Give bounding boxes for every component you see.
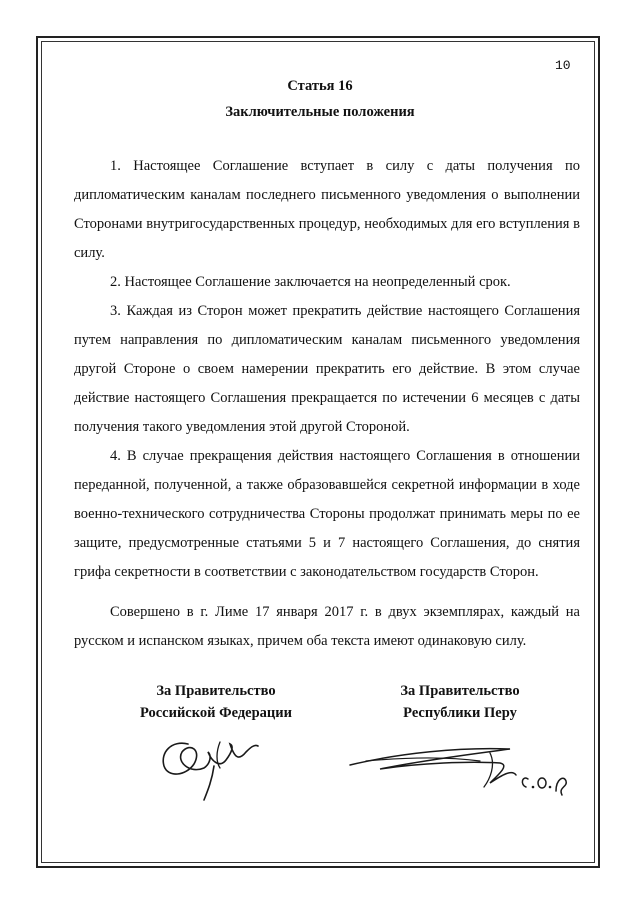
signature-peru [340, 735, 570, 805]
signatory-peru-line2: Республики Перу [403, 705, 517, 721]
signatory-russia [96, 680, 336, 724]
paragraph-4: 4. В случае прекращения действия настоящего Соглашения в отношении переданной, полученной, а также образовавшейся секретной информации в ходе военно-технического сотрудничества Стороны продолжат принимать меры по ее защите, предусмотренные статьями 5 и 7 настоящего Соглашения, до снятия грифа секретности в соответствии с законодательством государств Сторон. [74, 448, 580, 580]
paragraph-1: 1. Настоящее Соглашение вступает в силу с даты получения по дипломатическим каналам последнего письменного уведомления о выполнении Сторонами внутригосударственных процедур, необходимых для его вступления в силу. [74, 158, 580, 261]
paragraph-3: 3. Каждая из Сторон может прекратить действие настоящего Соглашения путем направления по дипломатическим каналам письменного уведомления другой Стороне о своем намерении прекратить его действие. В этом случае действие настоящего Соглашения прекращается по истечении 6 месяцев с даты получения такого уведомления этой другой Стороной. [74, 303, 580, 435]
closing-statement [74, 598, 580, 656]
closing-paragraph: Совершено в г. Лиме 17 января 2017 г. в двух экземплярах, каждый на русском и испанском языках, причем оба текста имеют одинаковую силу. [74, 604, 580, 649]
page-number: 10 [555, 58, 571, 73]
article-body [74, 152, 580, 587]
signatory-russia-line2: Российской Федерации [139, 705, 292, 721]
signature-russia [150, 722, 270, 804]
paragraph-2: 2. Настоящее Соглашение заключается на неопределенный срок. [110, 274, 511, 290]
article-title: Статья 16 [287, 78, 353, 94]
signatory-russia-line1: За Правительство [156, 683, 276, 699]
signatory-peru [340, 680, 580, 724]
signatory-peru-line1: За Правительство [400, 683, 520, 699]
article-subtitle: Заключительные положения [225, 104, 415, 120]
